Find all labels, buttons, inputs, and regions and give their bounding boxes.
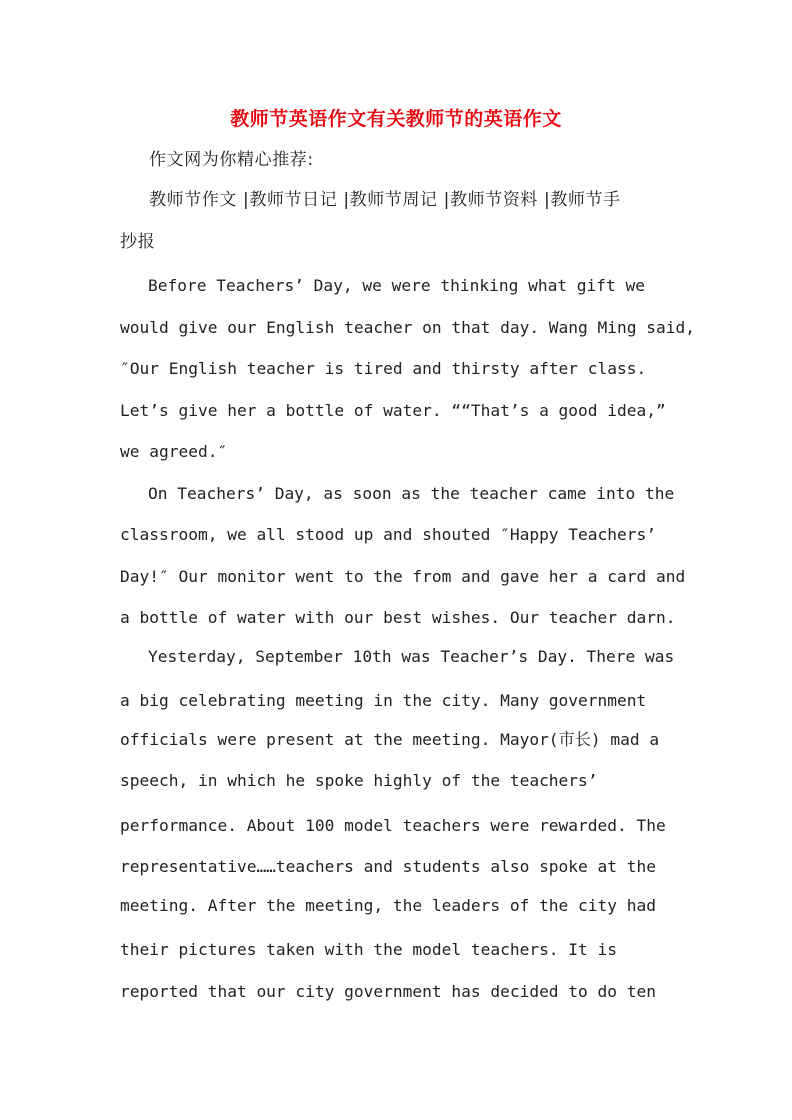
body-line: Day!″ Our monitor went to the from and gave her a card and xyxy=(120,567,686,586)
body-line: classroom, we all stood up and shouted ″Happy Teachers’ xyxy=(120,525,657,544)
body-line: representative……teachers and students also spoke at the xyxy=(120,857,657,876)
related-links-line: 教师节作文 |教师节日记 |教师节周记 |教师节资料 |教师节手 xyxy=(149,190,621,210)
related-links-line-continued: 抄报 xyxy=(120,232,156,252)
body-line: Let’s give her a bottle of water. ““That’s a good idea,” xyxy=(120,401,666,420)
body-line: a big celebrating meeting in the city. Many government xyxy=(120,691,647,710)
intro-text: 作文网为你精心推荐: xyxy=(149,150,314,170)
body-line: reported that our city government has decided to do ten xyxy=(120,982,657,1001)
body-line: would give our English teacher on that day. Wang Ming said, xyxy=(120,318,695,337)
body-line: Yesterday, September 10th was Teacher’s Day. There was xyxy=(148,647,675,666)
body-line: Before Teachers’ Day, we were thinking what gift we xyxy=(148,276,646,295)
body-line: a bottle of water with our best wishes. Our teacher darn. xyxy=(120,608,676,627)
page-title: 教师节英语作文有关教师节的英语作文 xyxy=(230,108,562,130)
body-line: meeting. After the meeting, the leaders of the city had xyxy=(120,896,657,915)
body-line: performance. About 100 model teachers were rewarded. The xyxy=(120,816,666,835)
body-line: On Teachers’ Day, as soon as the teacher came into the xyxy=(148,484,675,503)
body-line: ″Our English teacher is tired and thirsty after class. xyxy=(120,359,647,378)
body-line: speech, in which he spoke highly of the teachers’ xyxy=(120,771,598,790)
body-line: we agreed.″ xyxy=(120,442,228,461)
body-line: officials were present at the meeting. Mayor(市长) mad a xyxy=(120,730,660,749)
body-line: their pictures taken with the model teachers. It is xyxy=(120,940,618,959)
